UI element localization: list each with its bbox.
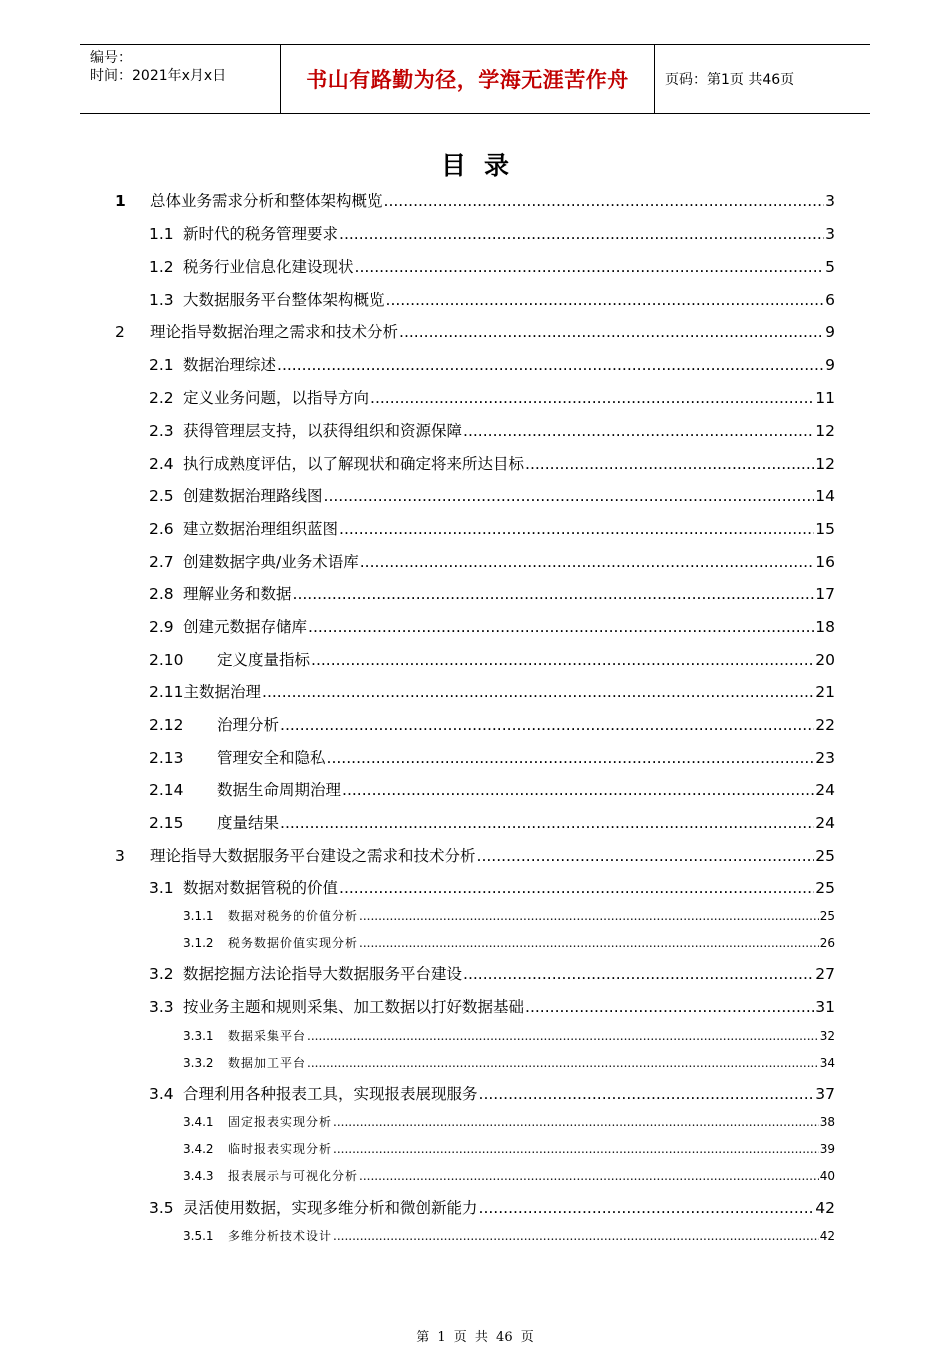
toc-entry-number: 1.1 (149, 225, 174, 243)
toc-entry-text: 数据治理综述 (183, 356, 277, 374)
toc-entry-page: 6 (825, 291, 835, 309)
toc-entry-text: 创建数据字典/业务术语库 (183, 553, 359, 571)
toc-entry-page: 24 (815, 781, 835, 799)
toc-entry[interactable] (183, 1227, 835, 1244)
toc-entry-number: 2.11 (149, 683, 184, 701)
toc-entry-number: 2.12 (149, 716, 184, 734)
toc-entry-page: 31 (815, 998, 835, 1016)
toc-entry-text: 度量结果 (217, 814, 280, 832)
toc-leader-dots (262, 683, 814, 701)
toc-entry[interactable] (149, 1196, 835, 1218)
toc-entry-number: 2.4 (149, 455, 174, 473)
toc-entry-page: 14 (815, 487, 835, 505)
toc-entry-page: 27 (815, 965, 835, 983)
toc-entry[interactable] (149, 962, 835, 984)
toc-entry-text: 治理分析 (217, 716, 280, 734)
toc-entry-text: 税务数据价值实现分析 (228, 936, 359, 950)
toc-leader-dots (307, 1029, 819, 1043)
toc-entry-number: 2.8 (149, 585, 174, 603)
toc-entry-page: 42 (819, 1229, 835, 1243)
toc-entry-page: 3 (825, 225, 835, 243)
toc-entry[interactable] (149, 778, 835, 800)
toc-entry[interactable] (183, 907, 835, 924)
toc-entry[interactable] (149, 615, 835, 637)
toc-entry[interactable] (149, 255, 835, 277)
toc-entry-text: 数据对税务的价值分析 (228, 909, 359, 923)
toc-entry-page: 12 (815, 422, 835, 440)
toc-entry-text: 数据生命周期治理 (217, 781, 342, 799)
toc-leader-dots (280, 814, 814, 832)
toc-entry-number: 2.5 (149, 487, 174, 505)
toc-entry[interactable] (149, 680, 835, 702)
toc-entry[interactable] (149, 876, 835, 898)
toc-entry[interactable] (149, 648, 835, 670)
toc-leader-dots (479, 1199, 815, 1217)
toc-entry-number: 3.2 (149, 965, 174, 983)
toc-entry-text: 合理利用各种报表工具，实现报表展现服务 (183, 1085, 478, 1103)
toc-leader-dots (333, 1229, 819, 1243)
toc-entry-text: 管理安全和隐私 (217, 749, 326, 767)
toc-entry-number: 2.3 (149, 422, 174, 440)
toc-entry-text: 创建数据治理路线图 (183, 487, 323, 505)
document-time-label: 时间：2021年x月x日 (90, 68, 227, 84)
toc-entry-text: 多维分析技术设计 (228, 1229, 333, 1243)
toc-entry-number: 2.13 (149, 749, 184, 767)
toc-leader-dots (339, 225, 824, 243)
toc-leader-dots (463, 965, 814, 983)
toc-entry-number: 2.6 (149, 520, 174, 538)
toc-entry-text: 按业务主题和规则采集、加工数据以打好数据基础 (183, 998, 525, 1016)
toc-entry-text: 获得管理层支持，以获得组织和资源保障 (183, 422, 463, 440)
toc-entry-number: 2.1 (149, 356, 174, 374)
toc-entry-number: 3 (115, 847, 125, 865)
toc-leader-dots (370, 389, 814, 407)
toc-leader-dots (477, 847, 815, 865)
toc-entry-text: 执行成熟度评估，以了解现状和确定将来所达目标 (183, 455, 525, 473)
toc-entry[interactable] (149, 713, 835, 735)
toc-entry-number: 2.14 (149, 781, 184, 799)
toc-entry-text: 数据采集平台 (228, 1029, 307, 1043)
toc-entry[interactable] (149, 582, 835, 604)
toc-entry-number: 3.1 (149, 879, 174, 897)
toc-entry-page: 18 (815, 618, 835, 636)
toc-entry[interactable] (115, 189, 835, 211)
toc-leader-dots (280, 716, 814, 734)
toc-entry-number: 3.4.2 (183, 1142, 214, 1156)
toc-entry-page: 34 (819, 1056, 835, 1070)
toc-entry-page: 12 (815, 455, 835, 473)
toc-entry-text: 报表展示与可视化分析 (228, 1169, 359, 1183)
toc-entry-text: 总体业务需求分析和整体架构概览 (150, 192, 383, 210)
toc-entry[interactable] (149, 452, 835, 474)
toc-entry[interactable] (149, 517, 835, 539)
header-page-info: 页码：第1页 共46页 (665, 72, 795, 88)
toc-title: 目录 (440, 151, 527, 180)
toc-leader-dots (307, 1056, 819, 1070)
toc-entry-number: 1.2 (149, 258, 174, 276)
toc-leader-dots (342, 781, 814, 799)
toc-entry-page: 26 (819, 936, 835, 950)
toc-leader-dots (333, 1115, 819, 1129)
toc-entry[interactable] (183, 1054, 835, 1071)
toc-entry-number: 2.2 (149, 389, 174, 407)
toc-entry[interactable] (149, 484, 835, 506)
page-header (80, 44, 870, 114)
toc-leader-dots (333, 1142, 819, 1156)
toc-entry-page: 9 (825, 356, 835, 374)
toc-leader-dots (525, 998, 814, 1016)
toc-entry-text: 数据对数据管税的价值 (183, 879, 339, 897)
toc-entry-page: 16 (815, 553, 835, 571)
toc-entry[interactable] (115, 844, 835, 866)
toc-leader-dots (355, 258, 825, 276)
toc-entry[interactable] (183, 934, 835, 951)
toc-entry-number: 3.4.1 (183, 1115, 214, 1129)
toc-entry-page: 37 (815, 1085, 835, 1103)
toc-entry-text: 定义业务问题，以指导方向 (183, 389, 370, 407)
toc-entry-number: 3.1.1 (183, 909, 214, 923)
toc-entry[interactable] (149, 288, 835, 310)
toc-entry-number: 2.7 (149, 553, 174, 571)
toc-entry-number: 3.3.1 (183, 1029, 214, 1043)
toc-entry-number: 3.3.2 (183, 1056, 214, 1070)
toc-entry[interactable] (149, 995, 835, 1017)
toc-entry-text: 临时报表实现分析 (228, 1142, 333, 1156)
toc-entry-page: 9 (825, 323, 835, 341)
toc-entry-page: 25 (815, 879, 835, 897)
toc-entry-number: 3.1.2 (183, 936, 214, 950)
toc-leader-dots (324, 487, 815, 505)
toc-entry-number: 2 (115, 323, 125, 341)
toc-entry[interactable] (183, 1113, 835, 1130)
toc-entry-page: 3 (825, 192, 835, 210)
toc-entry-number: 1.3 (149, 291, 174, 309)
toc-entry-number: 3.5 (149, 1199, 174, 1217)
toc-entry-page: 23 (815, 749, 835, 767)
toc-entry-text: 数据挖掘方法论指导大数据服务平台建设 (183, 965, 463, 983)
toc-leader-dots (359, 909, 819, 923)
toc-entry-number: 2.15 (149, 814, 184, 832)
toc-entry-number: 2.9 (149, 618, 174, 636)
toc-entry-page: 15 (815, 520, 835, 538)
toc-leader-dots (463, 422, 814, 440)
page-footer: 第 1 页 共 46 页 (416, 1330, 534, 1345)
toc-leader-dots (359, 936, 819, 950)
toc-leader-dots (360, 553, 815, 571)
toc-entry-number: 3.4 (149, 1085, 174, 1103)
toc-leader-dots (386, 291, 825, 309)
toc-entry-text: 税务行业信息化建设现状 (183, 258, 354, 276)
toc-entry-text: 创建元数据存储库 (183, 618, 308, 636)
toc-entry[interactable] (149, 386, 835, 408)
toc-entry-text: 主数据治理 (183, 683, 262, 701)
toc-entry-page: 40 (819, 1169, 835, 1183)
header-meta (80, 45, 281, 113)
toc-leader-dots (525, 455, 814, 473)
toc-entry-page: 22 (815, 716, 835, 734)
toc-entry-number: 3.5.1 (183, 1229, 214, 1243)
toc-leader-dots (339, 879, 814, 897)
toc-leader-dots (359, 1169, 819, 1183)
toc-entry-number: 3.4.3 (183, 1169, 214, 1183)
toc-entry-page: 5 (825, 258, 835, 276)
toc-entry[interactable] (149, 419, 835, 441)
toc-entry[interactable] (183, 1027, 835, 1044)
toc-entry-page: 11 (815, 389, 835, 407)
toc-entry-text: 理论指导大数据服务平台建设之需求和技术分析 (150, 847, 476, 865)
toc-entry[interactable] (183, 1167, 835, 1184)
toc-entry-text: 理解业务和数据 (183, 585, 292, 603)
toc-entry[interactable] (149, 550, 835, 572)
toc-leader-dots (399, 323, 824, 341)
toc-entry-number: 2.10 (149, 651, 184, 669)
toc-leader-dots (311, 651, 814, 669)
toc-entry-page: 20 (815, 651, 835, 669)
toc-entry-text: 数据加工平台 (228, 1056, 307, 1070)
toc-entry[interactable] (149, 353, 835, 375)
toc-leader-dots (327, 749, 815, 767)
toc-entry[interactable] (149, 1082, 835, 1104)
toc-entry-page: 42 (815, 1199, 835, 1217)
toc-entry-page: 25 (819, 909, 835, 923)
toc-leader-dots (277, 356, 824, 374)
document-number-label: 编号： (90, 50, 132, 66)
toc-entry[interactable] (149, 222, 835, 244)
toc-entry-page: 32 (819, 1029, 835, 1043)
toc-entry-text: 固定报表实现分析 (228, 1115, 333, 1129)
toc-entry-page: 24 (815, 814, 835, 832)
toc-entry-page: 39 (819, 1142, 835, 1156)
toc-entry-text: 新时代的税务管理要求 (183, 225, 339, 243)
toc-entry-text: 理论指导数据治理之需求和技术分析 (150, 323, 399, 341)
toc-entry[interactable] (183, 1140, 835, 1157)
toc-entry-page: 38 (819, 1115, 835, 1129)
toc-entry[interactable] (149, 746, 835, 768)
toc-entry[interactable] (149, 811, 835, 833)
toc-entry-text: 定义度量指标 (217, 651, 311, 669)
toc-entry-number: 1 (115, 192, 126, 210)
toc-entry-text: 灵活使用数据，实现多维分析和微创新能力 (183, 1199, 478, 1217)
toc-entry-page: 17 (815, 585, 835, 603)
toc-entry-number: 3.3 (149, 998, 174, 1016)
toc-leader-dots (384, 192, 825, 210)
toc-entry-page: 25 (815, 847, 835, 865)
toc-entry[interactable] (115, 320, 835, 342)
header-motto: 书山有路勤为径，学海无涯苦作舟 (281, 45, 655, 113)
toc-entry-page: 21 (815, 683, 835, 701)
toc-leader-dots (339, 520, 814, 538)
toc-entry-text: 大数据服务平台整体架构概览 (183, 291, 385, 309)
toc-leader-dots (293, 585, 815, 603)
toc-leader-dots (308, 618, 814, 636)
toc-entry-text: 建立数据治理组织蓝图 (183, 520, 339, 538)
toc-leader-dots (479, 1085, 815, 1103)
